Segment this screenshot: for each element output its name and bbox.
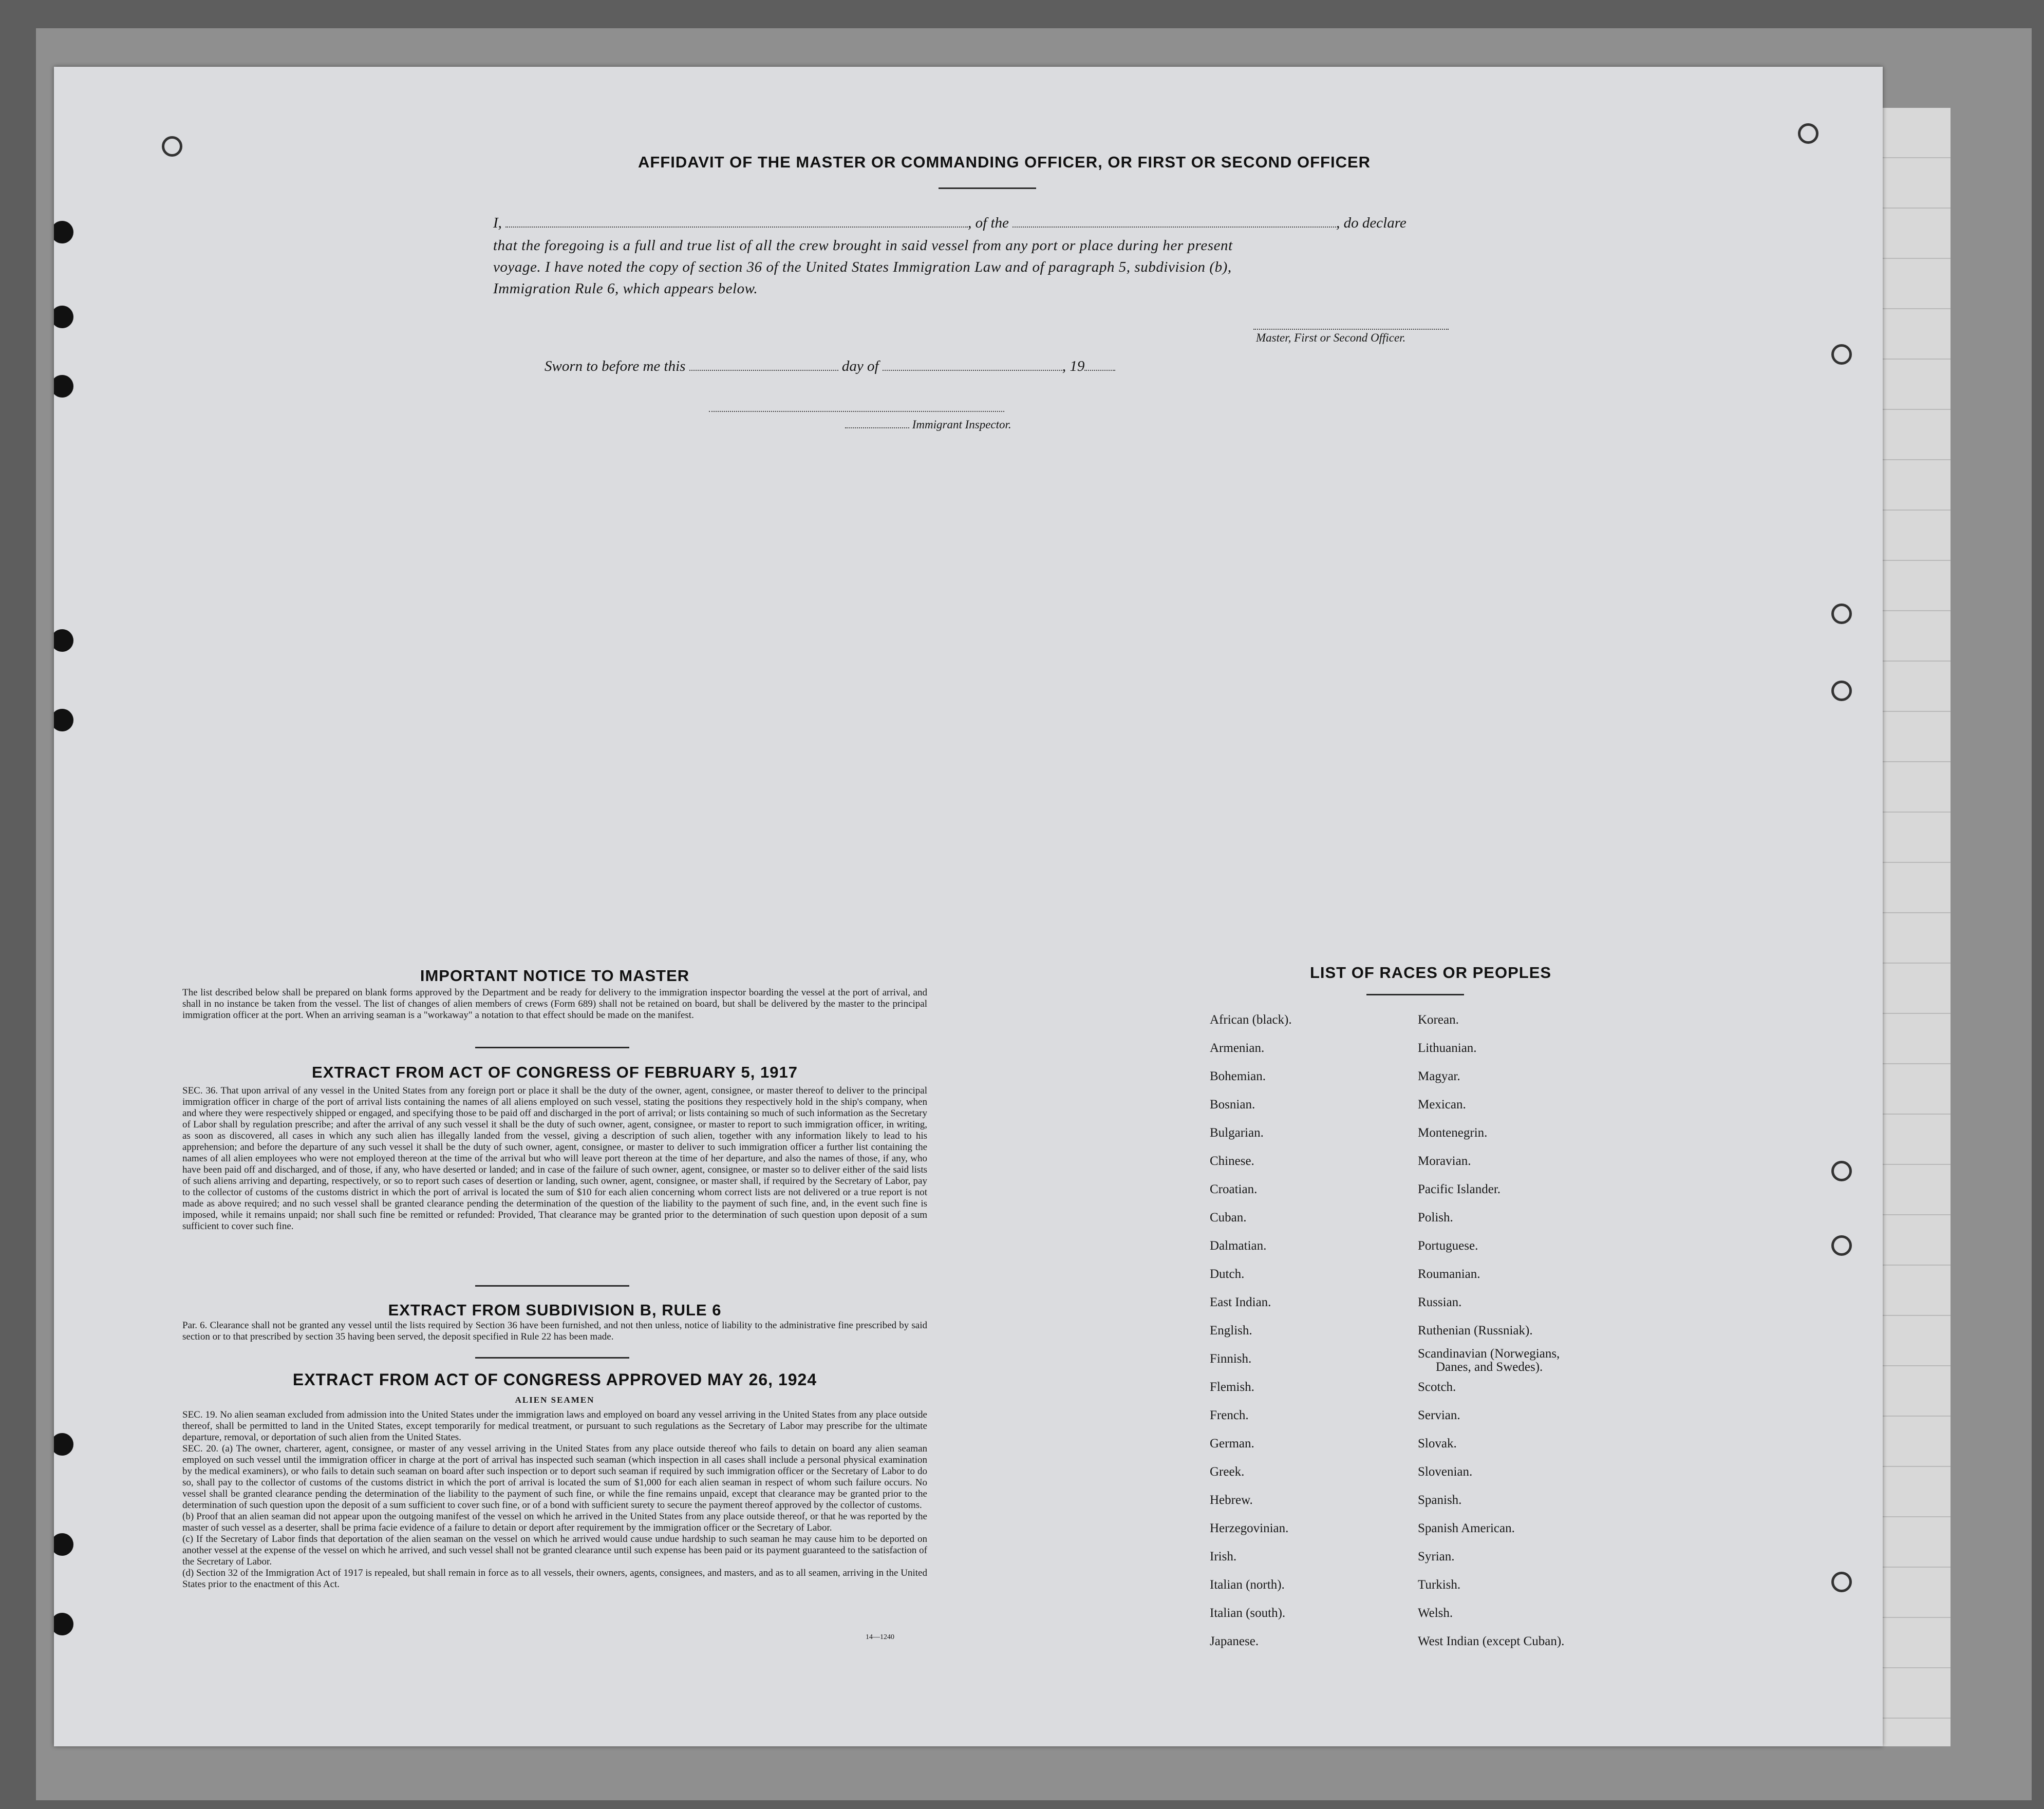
race-item: Irish. xyxy=(1210,1550,1237,1563)
race-item: Lithuanian. xyxy=(1418,1041,1477,1055)
race-item: Moravian. xyxy=(1418,1154,1471,1168)
race-item: Italian (north). xyxy=(1210,1578,1285,1592)
extract-1924-title: EXTRACT FROM ACT OF CONGRESS APPROVED MAY 26, 1924 xyxy=(292,1370,817,1389)
binder-hole xyxy=(54,1533,73,1556)
race-item: Bohemian. xyxy=(1210,1069,1266,1083)
race-item: Herzegovinian. xyxy=(1210,1521,1289,1535)
race-item: Russian. xyxy=(1418,1295,1462,1309)
binder-hole xyxy=(54,1613,73,1635)
race-item: Syrian. xyxy=(1418,1550,1455,1563)
binder-hole xyxy=(54,375,73,398)
sec-20c-text: (c) If the Secretary of Labor finds that deportation of the alien seaman on the vessel on which he arrived would cause undue hardship to such seaman he may cause him to be deported on another vessel at the expense of the vessel on which he arrived, and such vessel shall not be granted clearance until such expense has been paid or its payment guaranteed to the satisfaction of the Secretary of Labor. xyxy=(182,1534,927,1567)
race-item: Spanish. xyxy=(1418,1493,1462,1507)
declaration-line xyxy=(493,215,1541,232)
races-title-rule xyxy=(1366,994,1464,995)
race-item: Ruthenian (Russniak). xyxy=(1418,1324,1533,1337)
affidavit-title: AFFIDAVIT OF THE MASTER OR COMMANDING OFFICER, OR FIRST OR SECOND OFFICER xyxy=(637,153,1371,171)
title-rule xyxy=(939,187,1036,189)
race-item: Scotch. xyxy=(1418,1380,1456,1394)
sec-20d-text: (d) Section 32 of the Immigration Act of 1917 is repealed, but shall remain in force as to all vessels, their owners, agents, consignees, and masters, and as to all seamen, arriving in the United States prior to the enactment of this Act. xyxy=(182,1568,927,1590)
punch-hole-ring xyxy=(1831,344,1852,365)
race-item: Italian (south). xyxy=(1210,1606,1286,1620)
race-item: Croatian. xyxy=(1210,1182,1258,1196)
race-item: English. xyxy=(1210,1324,1252,1337)
inspector-signature-field[interactable] xyxy=(709,406,1004,412)
binder-hole xyxy=(54,629,73,652)
race-item: Bosnian. xyxy=(1210,1098,1255,1111)
day-of-label: day of xyxy=(841,358,879,374)
race-item: Dutch. xyxy=(1210,1267,1245,1281)
race-item: Polish. xyxy=(1418,1211,1453,1224)
races-title: LIST OF RACES OR PEOPLES xyxy=(1309,964,1552,982)
race-item: Scandinavian (Norwegians, xyxy=(1418,1347,1560,1361)
inspector-label: Immigrant Inspector. xyxy=(912,418,1011,431)
punch-hole-ring xyxy=(1798,123,1818,144)
declaration-text-line-1: that the foregoing is a full and true list of all the crew brought in said vessel from any port or place during her present xyxy=(493,237,1233,254)
race-item: Montenegrin. xyxy=(1418,1126,1488,1140)
master-signature-label: Master, First or Second Officer. xyxy=(1256,331,1406,344)
declaration-text-line-2: voyage. I have noted the copy of section 36 of the United States Immigration Law and of paragraph 5, subdivision (b), xyxy=(493,259,1232,275)
divider xyxy=(475,1357,629,1359)
race-item: Turkish. xyxy=(1418,1578,1461,1592)
race-item: Chinese. xyxy=(1210,1154,1254,1168)
sworn-year-field[interactable] xyxy=(1084,370,1115,371)
race-item: Mexican. xyxy=(1418,1098,1466,1111)
race-item: Slovak. xyxy=(1418,1437,1457,1450)
race-item: Slovenian. xyxy=(1418,1465,1473,1479)
punch-hole-ring xyxy=(1831,681,1852,701)
race-item: French. xyxy=(1210,1408,1249,1422)
race-item: Greek. xyxy=(1210,1465,1245,1479)
punch-hole-ring xyxy=(162,136,182,157)
form-sheet xyxy=(54,67,1883,1746)
race-item: Spanish American. xyxy=(1418,1521,1515,1535)
race-item: Bulgarian. xyxy=(1210,1126,1264,1140)
inspector-label-line xyxy=(845,418,1011,431)
race-item: Welsh. xyxy=(1418,1606,1453,1620)
master-signature-field[interactable] xyxy=(1253,324,1449,330)
punch-hole-ring xyxy=(1831,1235,1852,1256)
punch-hole-ring xyxy=(1831,1572,1852,1592)
binder-hole xyxy=(54,306,73,328)
extract-1917-title: EXTRACT FROM ACT OF CONGRESS OF FEBRUARY 5, 1917 xyxy=(312,1063,798,1081)
race-item: East Indian. xyxy=(1210,1295,1271,1309)
form-number: 14—1240 xyxy=(866,1633,894,1641)
do-declare-label: , do declare xyxy=(1336,215,1407,231)
year-label: , 19 xyxy=(1062,358,1085,374)
extract-rule6-text: Par. 6. Clearance shall not be granted any vessel until the lists required by Section 36 have been furnished, and not then unless, notice of liability to the administrative fine prescribed by said section or to that prescribed by section 35 having been served, the deposit specified in Rule 22 has been made. xyxy=(182,1320,927,1342)
alien-seamen-subtitle: ALIEN SEAMEN xyxy=(515,1395,595,1405)
race-item: Pacific Islander. xyxy=(1418,1182,1501,1196)
race-item: Japanese. xyxy=(1210,1634,1259,1648)
extract-1917-text: SEC. 36. That upon arrival of any vessel in the United States from any foreign port or place it shall be the duty of the owner, agent, consignee, or master thereof to deliver to the principal immigration officer in charge of the port of arrival lists containing the names of all aliens employed on such vessel, stating the positions they respectively hold in the ship's company, when and where they were respectively shipped or engaged, and specifying those to be paid off and discharged in the port of arrival; or lists containing so much of such information as the Secretary of Labor shall by regulation prescribe; and after the arrival of any such vessel it shall be the duty of such owner, agent, consignee, or master to report to such immigration officer, in writing, as soon as discovered, all cases in which any such alien has illegally landed from the vessel, giving a description of such alien, together with any information likely to lead to his apprehension; and before the departure of any such vessel it shall be the duty of such owner, agent, consignee, or master to deliver to such immigration officer a further list containing the names of all alien employees who were not employed thereon at the time of the arrival but who will leave port thereon at the time of her departure, and also the names of those, if any, who have been paid off and discharged, and of those, if any, who have deserted or landed; and in case of the failure of such owner, agent, consignee, or master so to deliver either of the said lists of such aliens arriving and departing, respectively, or so to report such cases of desertion or landing, such owner, agent, consignee, or master shall, if required by the Secretary of Labor, pay to the collector of customs of the customs district in which the port of arrival is located the sum of $10 for each alien concerning whom correct lists are not delivered or a true report is not made as above required; and no such vessel shall be granted clearance pending the determination of the question of the liability to the payment of such fine, and, in the event such fine is imposed, while it remains unpaid; nor shall such fine be remitted or refunded: Provided, That clearance may be granted prior to the determination of such question upon deposit of a sum sufficient to cover such fine. xyxy=(182,1085,927,1232)
race-item: Portuguese. xyxy=(1418,1239,1478,1253)
declarant-prefix: I, xyxy=(493,215,502,231)
divider xyxy=(475,1285,629,1287)
extract-rule6-title: EXTRACT FROM SUBDIVISION B, RULE 6 xyxy=(388,1301,722,1319)
race-item: Cuban. xyxy=(1210,1211,1247,1224)
notice-text: The list described below shall be prepared on blank forms approved by the Department and be ready for delivery to the immigration inspector boarding the vessel at the port of arrival, and shall in no instance be taken from the vessel. The list of changes of alien members of crews (Form 689) shall not be retained on board, but shall be delivered by the master to the principal immigration officer at the port. When an arriving seaman is a "workaway" a notation to that effect should be made on the manifest. xyxy=(182,987,927,1021)
race-item: Armenian. xyxy=(1210,1041,1265,1055)
binder-hole xyxy=(54,221,73,243)
sworn-month-field[interactable] xyxy=(883,370,1062,371)
notice-title: IMPORTANT NOTICE TO MASTER xyxy=(420,967,690,985)
race-item: Finnish. xyxy=(1210,1352,1252,1366)
sworn-date-field[interactable] xyxy=(689,370,838,371)
inspector-name-field[interactable] xyxy=(845,427,909,428)
sec-20b-text: (b) Proof that an alien seaman did not appear upon the outgoing manifest of the vessel on which he arrived in the United States from any place outside thereof, or that he was reported by the master of such vessel as a deserter, shall be prima facie evidence of a failure to detain or deport after requirement by the immigration officer or the Secretary of Labor. xyxy=(182,1511,927,1533)
vessel-name-field[interactable] xyxy=(1012,227,1336,228)
race-item: Danes, and Swedes). xyxy=(1436,1360,1543,1374)
sec-19-text: SEC. 19. No alien seaman excluded from admission into the United States under the immigration laws and employed on board any vessel arriving in the United States from any place outside thereof, shall be permitted to land in the United States, except temporarily for medical treatment, or pursuant to such regulations as the Secretary of Labor may prescribe for the ultimate departure, removal, or deportation of such alien from the United States. xyxy=(182,1409,927,1443)
declaration-text-line-3: Immigration Rule 6, which appears below. xyxy=(493,280,758,297)
race-item: German. xyxy=(1210,1437,1254,1450)
race-item: West Indian (except Cuban). xyxy=(1418,1634,1565,1648)
sworn-line xyxy=(545,358,1115,375)
race-item: Magyar. xyxy=(1418,1069,1460,1083)
punch-hole-ring xyxy=(1831,604,1852,624)
sec-20a-text: SEC. 20. (a) The owner, charterer, agent, consignee, or master of any vessel arriving in the United States from any place outside thereof who fails to detain on board any alien seaman employed on such vessel until the immigration officer in charge at the port of arrival has inspected such seaman (which inspection in all cases shall include a personal physical examination by the medical examiners), or who fails to detain such seaman on board after such inspection or to deport such seaman if required by such immigration officer or the Secretary of Labor to do so, shall pay to the collector of customs of the customs district in which the port of arrival is located the sum of $1,000 for each alien seaman in respect of whom such failure occurs. No vessel shall be granted clearance pending the determination of the liability to the payment of such fine, or while the fine remains unpaid, except that clearance may be granted prior to the determination of such question upon the deposit of a sum sufficient to cover such fine, or of a bond with sufficient surety to secure the payment thereof approved by the collector of customs. xyxy=(182,1443,927,1511)
race-item: African (black). xyxy=(1210,1013,1292,1027)
race-item: Hebrew. xyxy=(1210,1493,1253,1507)
race-item: Korean. xyxy=(1418,1013,1459,1027)
divider xyxy=(475,1047,629,1048)
race-item: Dalmatian. xyxy=(1210,1239,1267,1253)
race-item: Roumanian. xyxy=(1418,1267,1480,1281)
declarant-name-field[interactable] xyxy=(505,227,968,228)
extract-1924-body xyxy=(182,1409,927,1590)
punch-hole-ring xyxy=(1831,1161,1852,1181)
race-item: Flemish. xyxy=(1210,1380,1254,1394)
binder-hole xyxy=(54,709,73,731)
binder-hole xyxy=(54,1433,73,1456)
sworn-label: Sworn to before me this xyxy=(545,358,686,374)
of-the-label: , of the xyxy=(968,215,1009,231)
race-item: Servian. xyxy=(1418,1408,1460,1422)
